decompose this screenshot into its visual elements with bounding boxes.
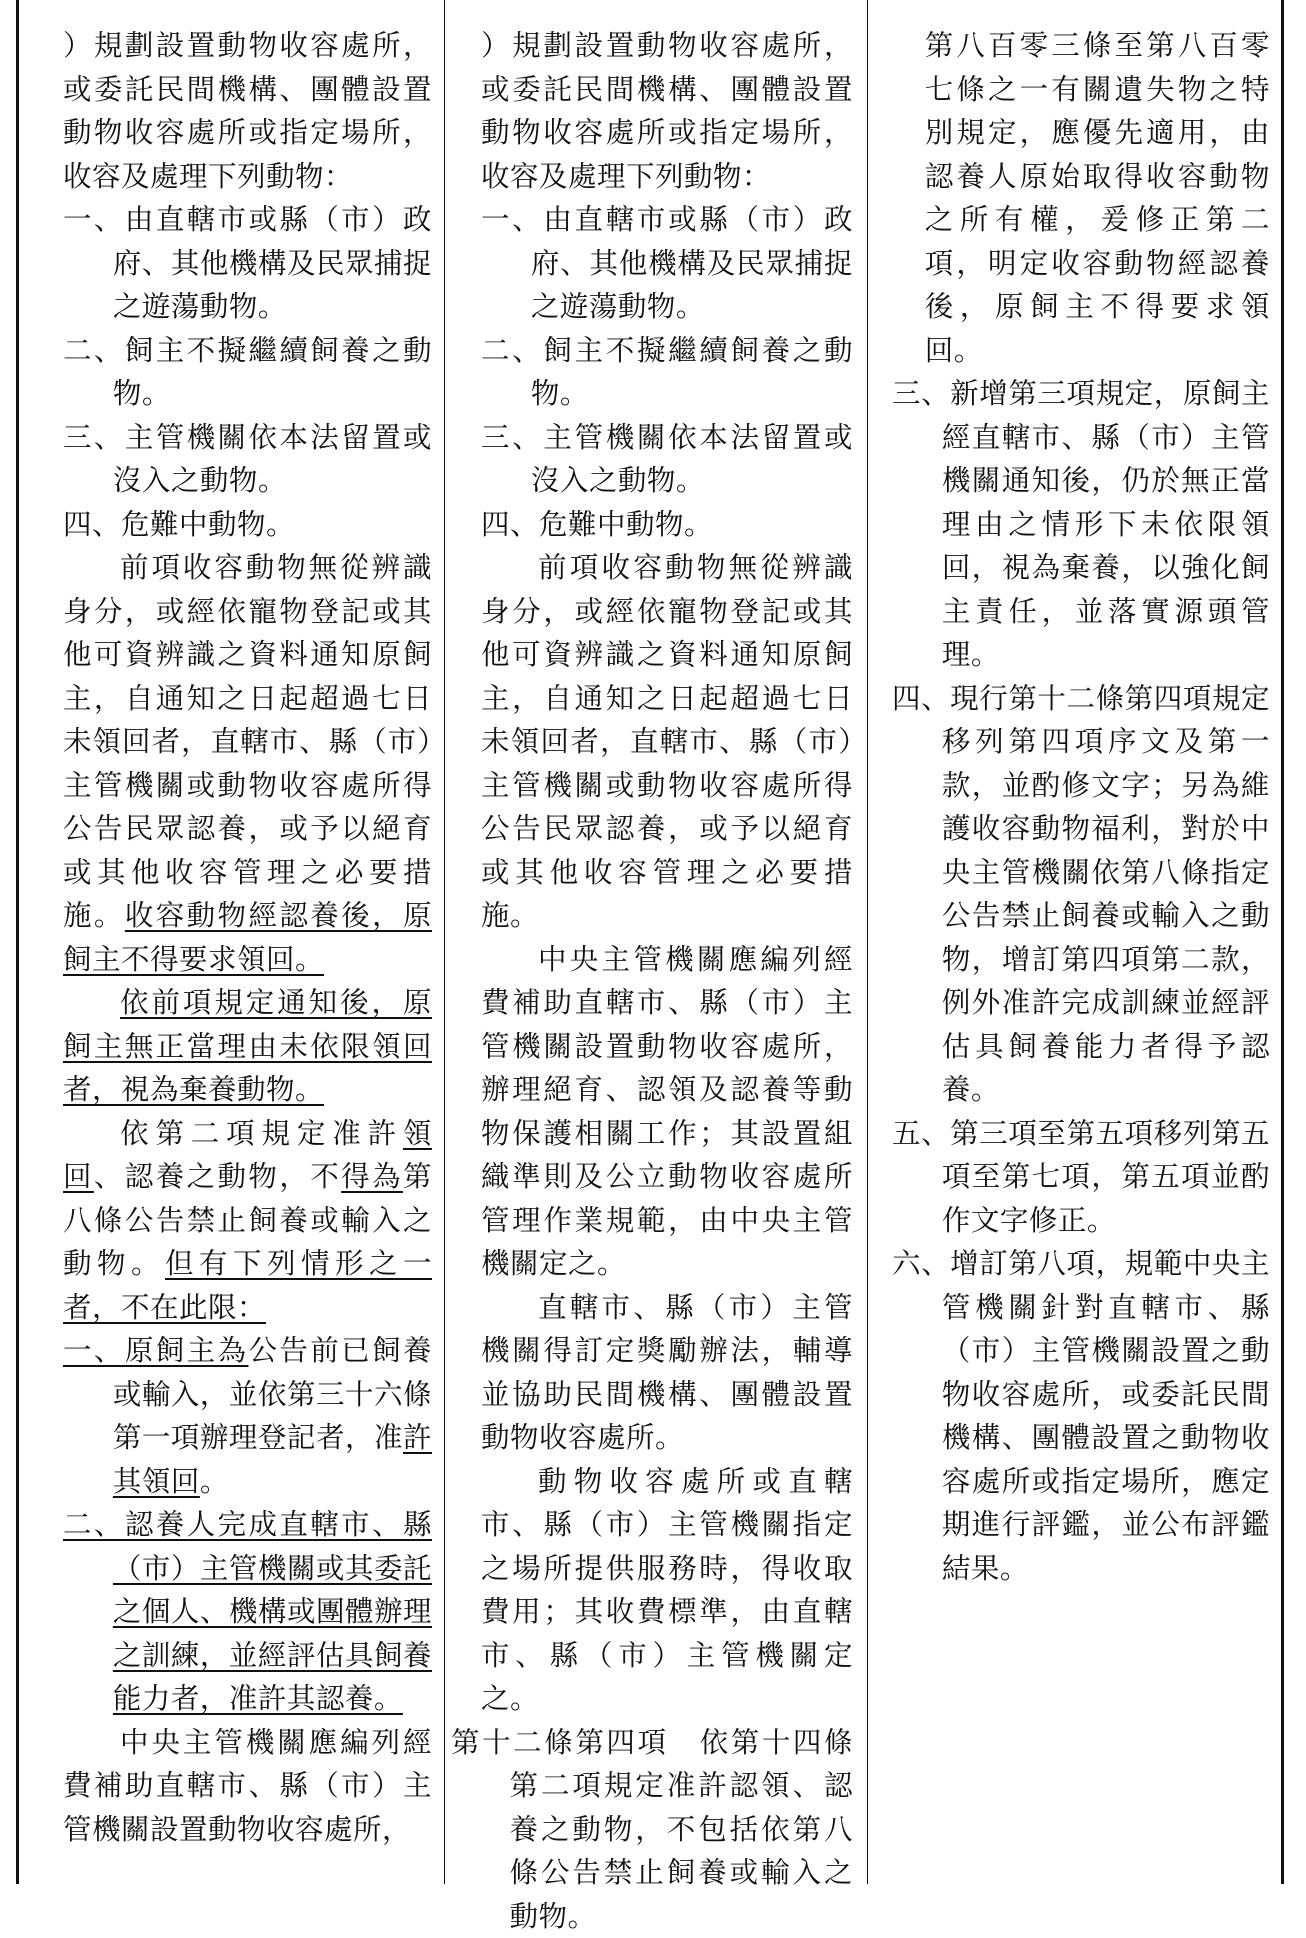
explanation-paragraph-continued: [892, 24, 1270, 372]
text-segment: 二、飼主不擬繼續飼養之動物。: [63, 334, 432, 411]
current-paragraph-5: [481, 1460, 853, 1721]
amended-item-3: [63, 416, 432, 503]
amended-item-1: [63, 198, 432, 329]
text-segment: 六、增訂第八項，規範中央主管機關針對直轄市、縣（市）主管機關設置之動物收容處所，或委託民間機構、團體設置之動物收容處所或指定場所，應定期進行評鑑，並公布評鑑結果。: [892, 1247, 1270, 1585]
text-segment: 三、主管機關依本法留置或沒入之動物。: [481, 421, 853, 498]
text-segment: ）規劃設置動物收容處所，或委託民間機構、團體設置動物收容處所或指定場所，收容及處理下列動物：: [481, 29, 853, 193]
text-segment: 公告前已飼養或輸入，並依第三十六條第一項辦理登記者，准: [113, 1334, 432, 1454]
amended-item-2: [63, 329, 432, 416]
text-segment: 四、現行第十二條第四項規定移列第四項序文及第一款，並酌修文字；另為維護收容動物福利，對於中央主管機關依第八條指定公告禁止飼養或輸入之動物，增訂第四項第二款，例外准許完成訓練並經評估具飼養能力者得予認養。: [892, 682, 1270, 1107]
explanation-column: [867, 0, 1284, 1884]
underlined-amendment: 一、原飼主為: [63, 1334, 248, 1367]
explanation-item-5: [892, 1112, 1270, 1243]
current-article-12-para-4: [451, 1721, 853, 1938]
underlined-amendment: 收容動物經認養後，原飼主不得要求領回。: [63, 899, 432, 976]
text-segment: 四、危難中動物。: [63, 508, 295, 541]
text-segment: 三、新增第三項規定，原飼主經直轄市、縣（市）主管機關通知後，仍於無正當理由之情形下未依限領回，視為棄養，以強化飼主責任，並落實源頭管理。: [892, 377, 1270, 671]
text-segment: 前項收容動物無從辨識身分，或經依寵物登記或其他可資辨識之資料通知原飼主，自通知之日起超過七日未領回者，直轄市、縣（市）主管機關或動物收容處所得公告民眾認養，或予以絕育或其他收容管理之必要措施。: [481, 551, 853, 932]
current-paragraph-1: [481, 24, 853, 198]
current-paragraph-3: [481, 938, 853, 1286]
amended-paragraph-4: [63, 1112, 432, 1330]
text-segment: 。: [200, 1465, 229, 1498]
amended-paragraph-3: [63, 981, 432, 1112]
text-segment: ）規劃設置動物收容處所，或委託民間機構、團體設置動物收容處所或指定場所，收容及處理下列動物：: [63, 29, 432, 193]
underlined-amendment: 二、認養人完成直轄市、縣（市）主管機關或其委託之個人、機構或團體辦理之訓練，並經評估具飼養能力者，准許其認養。: [63, 1508, 432, 1715]
amended-exception-1: [63, 1329, 432, 1503]
underlined-amendment: 依前項規定通知後，原飼主無正當理由未依限領回者，視為棄養動物。: [63, 986, 432, 1106]
text-segment: 第十二條第四項 依第十四條第二項規定准許認領、認養之動物，不包括依第八條公告禁止飼養或輸入之動物。: [451, 1726, 853, 1933]
underlined-amendment: 許其領回: [113, 1421, 432, 1498]
explanation-item-3: [892, 372, 1270, 677]
current-item-2: [481, 329, 853, 416]
explanation-item-6: [892, 1242, 1270, 1590]
amended-exception-2: [63, 1503, 432, 1721]
text-segment: 一、由直轄市或縣（市）政府、其他機構及民眾捕捉之遊蕩動物。: [63, 203, 432, 323]
underlined-amendment: 領回: [63, 1117, 432, 1194]
text-segment: 三、主管機關依本法留置或沒入之動物。: [63, 421, 432, 498]
amended-paragraph-2: [63, 546, 432, 981]
amended-paragraph-5: [63, 1721, 432, 1852]
current-item-3: [481, 416, 853, 503]
current-item-4: [481, 503, 853, 547]
text-segment: 第八條公告禁止飼養或輸入之動物。: [63, 1160, 432, 1280]
current-paragraph-4: [481, 1286, 853, 1460]
text-segment: 五、第三項至第五項移列第五項至第七項，第五項並酌作文字修正。: [892, 1117, 1270, 1237]
text-segment: 前項收容動物無從辨識身分，或經依寵物登記或其他可資辨識之資料通知原飼主，自通知之日起超過七日未領回者，直轄市、縣（市）主管機關或動物收容處所得公告民眾認養，或予以絕育或其他收容管理之必要措施。: [63, 551, 432, 932]
text-segment: 直轄市、縣（市）主管機關得訂定獎勵辦法，輔導並協助民間機構、團體設置動物收容處所。: [481, 1291, 853, 1455]
text-segment: 中央主管機關應編列經費補助直轄市、縣（市）主管機關設置動物收容處所，: [63, 1726, 432, 1846]
amended-item-4: [63, 503, 432, 547]
amended-text-column: [19, 0, 444, 1884]
current-text-column: [444, 0, 867, 1884]
text-segment: 中央主管機關應編列經費補助直轄市、縣（市）主管機關設置動物收容處所，辦理絕育、認領及認養等動物保護相關工作；其設置組織準則及公立動物收容處所管理作業規範，由中央主管機關定之。: [481, 943, 853, 1281]
text-segment: 二、飼主不擬繼續飼養之動物。: [481, 334, 853, 411]
underlined-amendment: 但有下列情形之一者，不在此限：: [63, 1247, 432, 1324]
text-segment: 第八百零三條至第八百零七條之一有關遺失物之特別規定，應優先適用，由認養人原始取得收容動物之所有權，爰修正第二項，明定收容動物經認養後，原飼主不得要求領回。: [925, 29, 1270, 367]
text-segment: 依第二項規定准許: [120, 1117, 403, 1150]
current-item-1: [481, 198, 853, 329]
amended-paragraph-1: [63, 24, 432, 198]
text-segment: 、認養之動物，不: [94, 1160, 341, 1193]
text-segment: 動物收容處所或直轄市、縣（市）主管機關指定之場所提供服務時，得收取費用；其收費標準，由直轄市、縣（市）主管機關定之。: [481, 1465, 853, 1716]
underlined-amendment: 得為: [341, 1160, 403, 1193]
text-segment: 一、由直轄市或縣（市）政府、其他機構及民眾捕捉之遊蕩動物。: [481, 203, 853, 323]
current-paragraph-2: [481, 546, 853, 938]
explanation-item-4: [892, 677, 1270, 1112]
comparison-table: [16, 0, 1284, 1884]
text-segment: 四、危難中動物。: [481, 508, 713, 541]
